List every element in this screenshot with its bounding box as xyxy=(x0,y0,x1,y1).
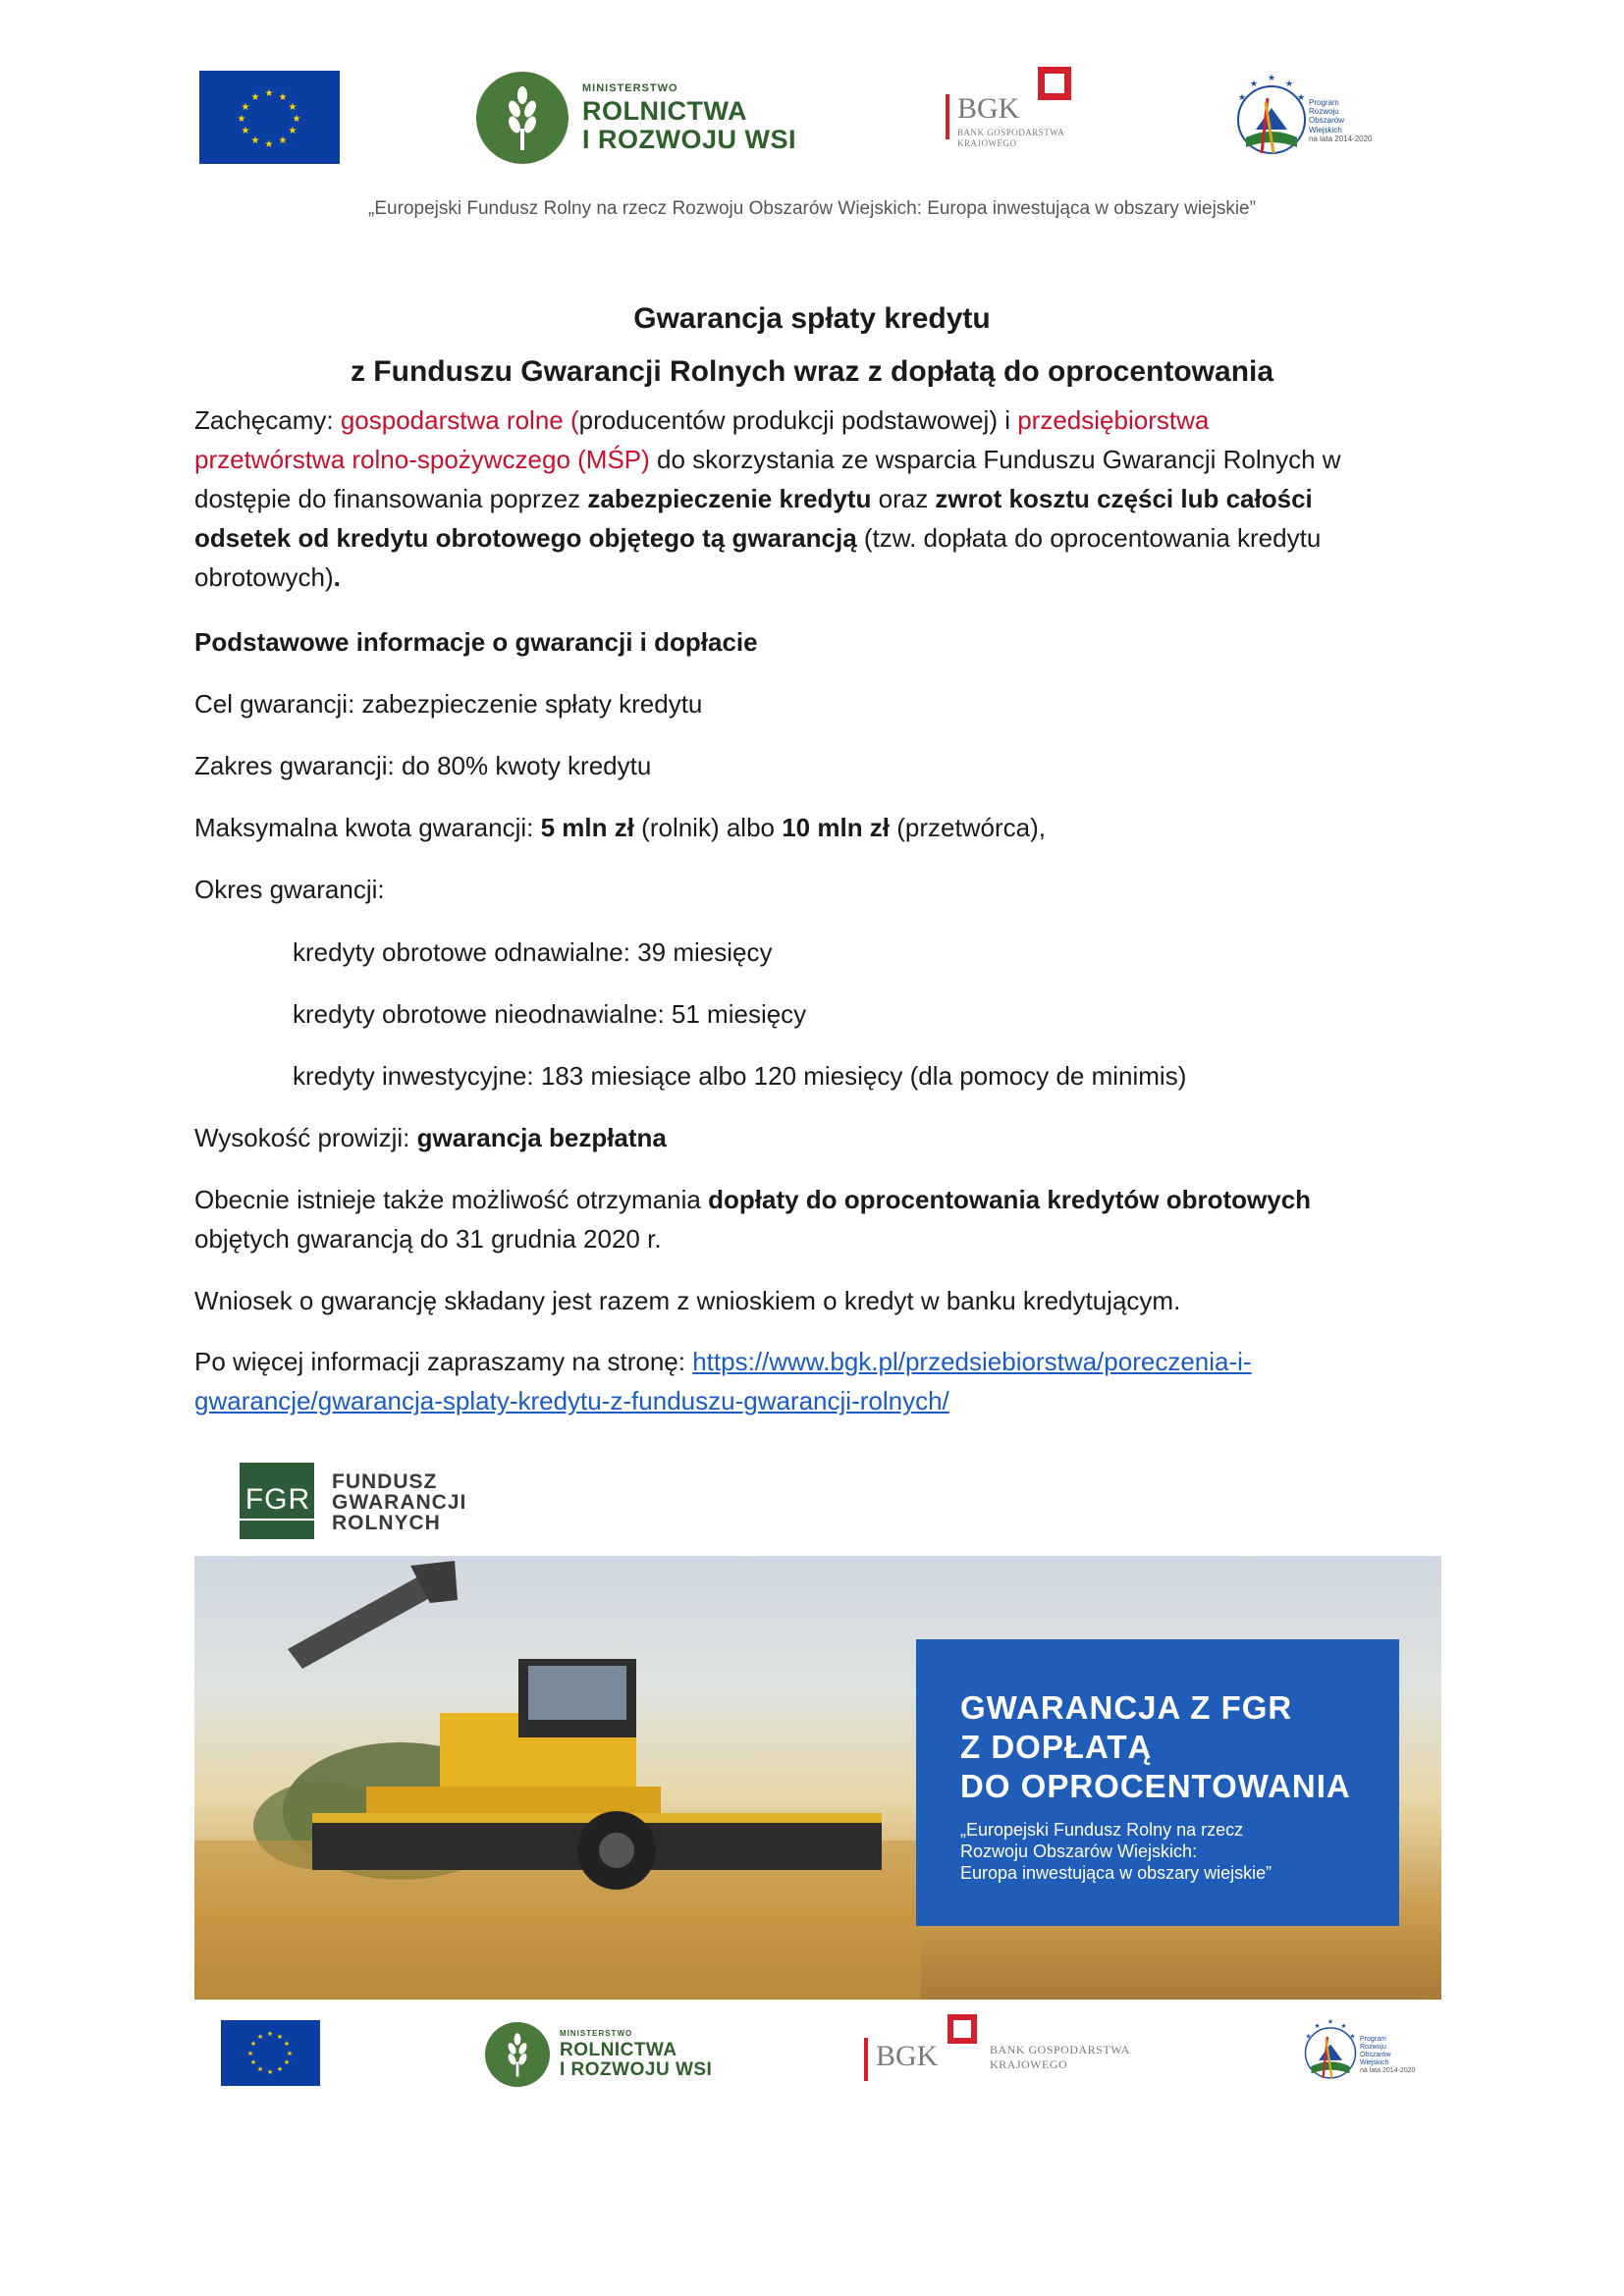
info-okres-label: Okres gwarancji: xyxy=(194,875,385,904)
svg-text:★: ★ xyxy=(266,2068,274,2076)
banner-headline-line: Z DOPŁATĄ xyxy=(960,1729,1153,1765)
intro-line-5 xyxy=(194,558,1434,597)
info-max-text: (przetwórca), xyxy=(890,813,1046,842)
svg-text:★: ★ xyxy=(1267,74,1276,83)
info-max-text: (rolnik) albo xyxy=(633,813,783,842)
section-heading xyxy=(194,622,1434,662)
info-doplata-bold: dopłaty do oprocentowania kredytów obrotowych xyxy=(708,1185,1312,1214)
svg-text:★: ★ xyxy=(1237,93,1247,103)
info-doplata xyxy=(194,1180,1434,1258)
intro-line-1 xyxy=(194,400,1434,440)
bgk-logo xyxy=(946,67,1073,161)
info-prowizja-text: Wysokość prowizji: xyxy=(194,1123,417,1152)
info-zakres: Zakres gwarancji: do 80% kwoty kredytu xyxy=(194,751,652,780)
prow-emblem-icon xyxy=(1232,69,1311,162)
svg-text:★: ★ xyxy=(1305,2032,1312,2041)
fgr-name-line: GWARANCJI xyxy=(332,1491,467,1514)
prow-line-1: Program xyxy=(1309,98,1339,107)
info-max-processor-amount: 10 mln zł xyxy=(782,813,891,842)
fgr-name-line: ROLNYCH xyxy=(332,1512,441,1534)
bgk-info-link-cont[interactable]: gwarancje/gwarancja-splaty-kredytu-z-funduszu-gwarancji-rolnych/ xyxy=(194,1386,949,1415)
svg-text:★: ★ xyxy=(288,102,298,113)
bgk-sub-2: KRAJOWEGO xyxy=(957,138,1017,148)
svg-text:★: ★ xyxy=(283,2040,291,2048)
svg-text:★: ★ xyxy=(1284,80,1294,89)
svg-text:★: ★ xyxy=(250,135,260,146)
bgk-sub-1: BANK GOSPODARSTWA xyxy=(957,128,1065,137)
info-wniosek: Wniosek o gwarancję składany jest razem z wnioskiem o kredyt w banku kredytującym. xyxy=(194,1286,1181,1315)
banner-sub-line: Rozwoju Obszarów Wiejskich: xyxy=(960,1842,1198,1861)
footer-eu-flag-logo xyxy=(221,2020,320,2086)
okres-item: kredyty inwestycyjne: 183 miesiące albo 120 miesięcy (dla pomocy de minimis) xyxy=(293,1061,1187,1091)
intro-text: do skorzystania ze wsparcia Funduszu Gwarancji Rolnych w xyxy=(649,445,1341,474)
intro-line-3 xyxy=(194,479,1434,518)
intro-text: i xyxy=(1004,405,1018,435)
svg-text:★: ★ xyxy=(1349,2032,1356,2041)
intro-text: Zachęcamy: xyxy=(194,405,341,435)
footer-bgk-square-icon xyxy=(947,2014,977,2044)
ministry-logo xyxy=(476,72,796,164)
footer-prow-emblem-icon xyxy=(1301,2014,1360,2085)
document-title-line2: z Funduszu Gwarancji Rolnych wraz z dopłatą do oprocentowania xyxy=(350,355,1274,388)
footer-ministry-line1: ROLNICTWA xyxy=(560,2040,677,2060)
footer-prow-line-5: na lata 2014-2020 xyxy=(1360,2067,1416,2075)
svg-text:★: ★ xyxy=(241,102,250,113)
info-doplata-line2: objętych gwarancją do 31 grudnia 2020 r. xyxy=(194,1224,662,1254)
intro-bold-interest: odsetek od kredytu obrotowego objętego tą gwarancją xyxy=(194,523,857,553)
footer-bgk-sub-1: BANK GOSPODARSTWA xyxy=(990,2043,1130,2056)
intro-period: . xyxy=(333,562,341,592)
prow-line-5: na lata 2014-2020 xyxy=(1309,133,1373,143)
svg-text:★: ★ xyxy=(276,2033,284,2041)
info-prowizja xyxy=(194,1118,1434,1157)
bgk-square-icon xyxy=(1038,67,1071,100)
banner-sub-line: „Europejski Fundusz Rolny na rzecz xyxy=(960,1820,1244,1840)
svg-text:★: ★ xyxy=(286,2050,294,2057)
footer-ministry-small: MINISTERSTWO xyxy=(560,2029,633,2038)
banner-sub-line: Europa inwestująca w obszary wiejskie” xyxy=(960,1863,1272,1883)
svg-text:★: ★ xyxy=(250,92,260,103)
eu-flag-logo xyxy=(199,71,340,164)
intro-bold-refund: zwrot kosztu części lub całości xyxy=(935,484,1313,513)
footer-bgk-sub-2: KRAJOWEGO xyxy=(990,2057,1068,2071)
document-title-line1: Gwarancja spłaty kredytu xyxy=(633,302,991,335)
bgk-info-link[interactable]: https://www.bgk.pl/przedsiebiorstwa/poreczenia-i- xyxy=(692,1347,1252,1376)
intro-bold-security: zabezpieczenie kredytu xyxy=(587,484,872,513)
footer-wheat-icon xyxy=(485,2022,550,2087)
svg-text:★: ★ xyxy=(256,2033,264,2041)
ministry-line1: ROLNICTWA xyxy=(582,95,747,126)
ministry-small-label: MINISTERSTWO xyxy=(582,81,678,94)
info-max xyxy=(194,808,1434,847)
banner-card xyxy=(916,1639,1399,1926)
svg-text:★: ★ xyxy=(264,139,274,150)
svg-text:★: ★ xyxy=(1340,2021,1347,2030)
info-prowizja-value: gwarancja bezpłatna xyxy=(416,1123,667,1152)
combine-harvester-image xyxy=(194,1556,921,2000)
svg-text:★: ★ xyxy=(246,2050,254,2057)
svg-text:★: ★ xyxy=(266,2030,274,2038)
fgr-logo-box xyxy=(240,1463,314,1539)
svg-text:★: ★ xyxy=(276,2065,284,2073)
banner-headline-line: DO OPROCENTOWANIA xyxy=(960,1768,1351,1804)
svg-text:★: ★ xyxy=(256,2065,264,2073)
intro-line-4 xyxy=(194,518,1434,558)
intro-text: (tzw. dopłata do oprocentowania kredytu xyxy=(856,523,1322,553)
footer-bgk-logo xyxy=(864,2014,1159,2083)
prow-logo xyxy=(1232,69,1380,167)
svg-text:★: ★ xyxy=(292,114,301,125)
info-more xyxy=(194,1342,1434,1420)
intro-highlight-processing: przetwórstwa rolno-spożywczego (MŚP) xyxy=(194,445,650,474)
intro-line-2 xyxy=(194,440,1434,479)
svg-text:★: ★ xyxy=(1314,2021,1321,2030)
svg-text:★: ★ xyxy=(241,126,250,136)
header-tagline: „Europejski Fundusz Rolny na rzecz Rozwoju Obszarów Wiejskich: Europa inwestująca w obszary wiejskie” xyxy=(368,198,1256,219)
svg-text:★: ★ xyxy=(1326,2017,1334,2026)
footer-prow-line-3: Obszarów xyxy=(1360,2052,1391,2059)
svg-text:★: ★ xyxy=(283,2058,291,2066)
svg-text:★: ★ xyxy=(278,92,288,103)
svg-text:★: ★ xyxy=(1296,93,1306,103)
svg-text:★: ★ xyxy=(249,2040,257,2048)
bgk-short-name: BGK xyxy=(957,92,1020,125)
fgr-name-line: FUNDUSZ xyxy=(332,1470,438,1493)
wheat-icon xyxy=(476,72,568,164)
intro-highlight-farms: gospodarstwa rolne ( xyxy=(340,405,579,435)
intro-text: producentów produkcji podstawowej) xyxy=(578,405,1005,435)
svg-text:★: ★ xyxy=(288,126,298,136)
intro-text: oraz xyxy=(871,484,936,513)
ministry-line2: I ROZWOJU WSI xyxy=(582,124,796,154)
section-heading-text: Podstawowe informacje o gwarancji i dopłacie xyxy=(194,627,758,657)
footer-prow-line-1: Program xyxy=(1360,2036,1386,2043)
okres-item: kredyty obrotowe nieodnawialne: 51 miesięcy xyxy=(293,999,807,1029)
fgr-logo-name xyxy=(332,1471,466,1533)
info-more-text: Po więcej informacji zapraszamy na stronę: xyxy=(194,1347,693,1376)
promo-banner xyxy=(194,1556,1441,2000)
footer-prow-line-4: Wiejskich xyxy=(1360,2059,1389,2067)
info-cel: Cel gwarancji: zabezpieczenie spłaty kredytu xyxy=(194,689,703,719)
info-max-farmer-amount: 5 mln zł xyxy=(540,813,634,842)
footer-ministry-logo xyxy=(485,2022,712,2087)
svg-text:★: ★ xyxy=(249,2058,257,2066)
footer-ministry-line2: I ROZWOJU WSI xyxy=(560,2059,713,2080)
svg-text:★: ★ xyxy=(237,114,246,125)
info-max-text: Maksymalna kwota gwarancji: xyxy=(194,813,541,842)
intro-paragraph xyxy=(194,400,1434,597)
banner-headline-line: GWARANCJA Z FGR xyxy=(960,1689,1293,1726)
fgr-logo-text: FGR xyxy=(236,1481,318,1521)
prow-line-4: Wiejskich xyxy=(1309,125,1342,134)
intro-text: obrotowych) xyxy=(194,562,334,592)
svg-text:★: ★ xyxy=(1249,80,1259,89)
okres-item: kredyty obrotowe odnawialne: 39 miesięcy xyxy=(293,937,773,967)
info-doplata-text: Obecnie istnieje także możliwość otrzymania xyxy=(194,1185,709,1214)
svg-text:★: ★ xyxy=(264,88,274,99)
prow-line-2: Rozwoju xyxy=(1309,107,1339,117)
prow-line-3: Obszarów xyxy=(1309,116,1345,126)
footer-prow-logo xyxy=(1301,2014,1419,2093)
svg-text:★: ★ xyxy=(278,135,288,146)
footer-prow-line-2: Rozwoju xyxy=(1360,2044,1386,2052)
footer-bgk-short: BGK xyxy=(876,2040,939,2072)
intro-highlight-enterprises: przedsiębiorstwa xyxy=(1017,405,1210,435)
intro-text: dostępie do finansowania poprzez xyxy=(194,484,588,513)
